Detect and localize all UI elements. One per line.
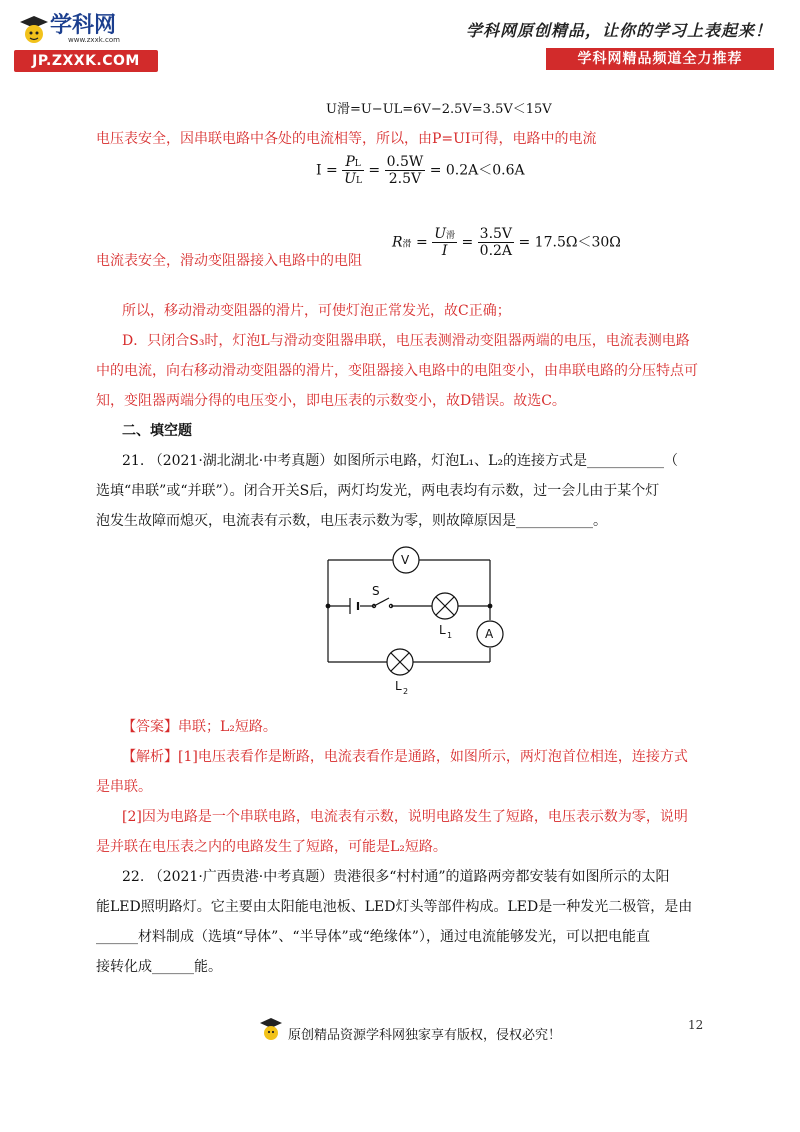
eq3-frac-1 [432, 226, 457, 259]
analysis-line-4: 是并联在电压表之内的电路发生了短路，可能是L₂短路。 [96, 839, 447, 855]
logo-sub: www.zxxk.com [68, 36, 120, 44]
eq2-den1: U [344, 171, 356, 187]
q21-line-1: 21. （2021·湖北湖北·中考真题）如图所示电路，灯泡L₁、L₂的连接方式是___________（ [122, 453, 679, 469]
equation-2 [316, 154, 525, 187]
eq3-num1-sub: 滑 [446, 231, 456, 241]
eq2-num2: 0.5W [386, 154, 424, 170]
section-heading: 二、填空题 [122, 423, 192, 439]
footer-mascot-icon [258, 1016, 284, 1050]
q21-line-2: 选填“串联”或“并联”）。闭合开关S后，两灯均发光，两电表均有示数，过一会儿由于某个灯 [96, 483, 660, 499]
eq3-equals-2: = [461, 234, 474, 251]
q22-line-2: 能LED照明路灯。它主要由太阳能电池板、LED灯头等部件构成。LED是一种发光二极管，是由 [96, 899, 693, 915]
paragraph-4-line-2: 中的电流，向右移动滑动变阻器的滑片，变阻器接入电路中的电阻变小，由串联电路的分压特点可 [96, 363, 698, 379]
logo-url-badge: JP.ZXXK.COM [14, 50, 158, 72]
eq3-den2: 0.2A [479, 243, 513, 259]
eq2-den1-sub: L [355, 176, 362, 186]
eq2-num1: P [345, 154, 355, 170]
paragraph-4-line-3: 知，变阻器两端分得的电压变小，即电压表的示数变小，故D错误。故选C。 [96, 393, 566, 409]
logo-text: 学科网 [50, 13, 117, 38]
eq2-equals: = [368, 162, 381, 179]
circuit-diagram [318, 540, 508, 700]
eq2-den2: 2.5V [388, 171, 422, 187]
voltmeter-label: V [401, 553, 410, 567]
eq2-num1-sub: L [354, 159, 361, 169]
q22-line-4: 接转化成______能。 [96, 959, 222, 975]
switch-label: S [372, 584, 380, 598]
q22-line-1: 22. （2021·广西贵港·中考真题）贵港很多“村村通”的道路两旁都安装有如图所示的太阳 [122, 869, 670, 885]
eq2-frac-1 [342, 154, 364, 187]
paragraph-3: 所以，移动滑动变阻器的滑片，可使灯泡正常发光，故C正确； [122, 303, 511, 319]
answer: 【答案】串联；L₂短路。 [122, 719, 277, 735]
paragraph-4-line-1: D．只闭合S₃时，灯泡L与滑动变阻器串联，电压表测滑动变阻器两端的电压，电流表测电路 [122, 333, 690, 349]
eq3-num1: U [434, 226, 447, 242]
eq3-lhs: R [392, 234, 403, 251]
paragraph-2: 电流表安全，滑动变阻器接入电路中的电阻 [96, 253, 362, 269]
eq3-den1: I [441, 243, 448, 259]
eq2-lhs: I = [316, 162, 338, 179]
lamp2-sub: 2 [403, 687, 409, 696]
analysis-line-2: 是串联。 [96, 779, 152, 795]
eq2-frac-2 [385, 154, 426, 187]
eq3-num2: 3.5V [479, 226, 513, 242]
ammeter-label: A [485, 627, 494, 641]
equation-1: U滑=U−UL=6V−2.5V=3.5V＜15V [326, 102, 552, 117]
eq2-rhs: = 0.2A＜0.6A [429, 162, 525, 179]
lamp2-label: L [395, 679, 402, 693]
lamp1-sub: 1 [447, 631, 453, 640]
eq3-rhs: = 17.5Ω＜30Ω [518, 234, 621, 251]
analysis-line-3: [2]因为电路是一个串联电路，电流表有示数，说明电路发生了短路，电压表示数为零，说明 [122, 809, 688, 825]
header-slogan-badge: 学科网精品频道全力推荐 [546, 48, 774, 70]
q22-line-3: ______材料制成（选填“导体”、“半导体”或“绝缘体”），通过电流能够发光，可以把电能直 [96, 929, 650, 945]
paragraph-1: 电压表安全，因串联电路中各处的电流相等，所以，由P=UI可得，电路中的电流 [96, 131, 597, 147]
eq3-equals: = [416, 234, 428, 251]
eq3-frac-2 [478, 226, 514, 259]
analysis-line-1: 【解析】[1]电压表看作是断路，电流表看作是通路，如图所示，两灯泡首位相连，连接方式 [122, 749, 688, 765]
lamp1-label: L [439, 623, 446, 637]
header-slogan: 学科网原创精品，让你的学习上表起来！ [465, 21, 772, 40]
footer-copyright: 原创精品资源学科网独家享有版权，侵权必究！ [288, 1028, 562, 1043]
equation-3 [392, 226, 621, 259]
q21-line-3: 泡发生故障而熄灭，电流表有示数，电压表示数为零，则故障原因是___________。 [96, 513, 607, 529]
page-number: 12 [688, 1018, 704, 1032]
eq3-lhs-sub: 滑 [402, 239, 412, 250]
